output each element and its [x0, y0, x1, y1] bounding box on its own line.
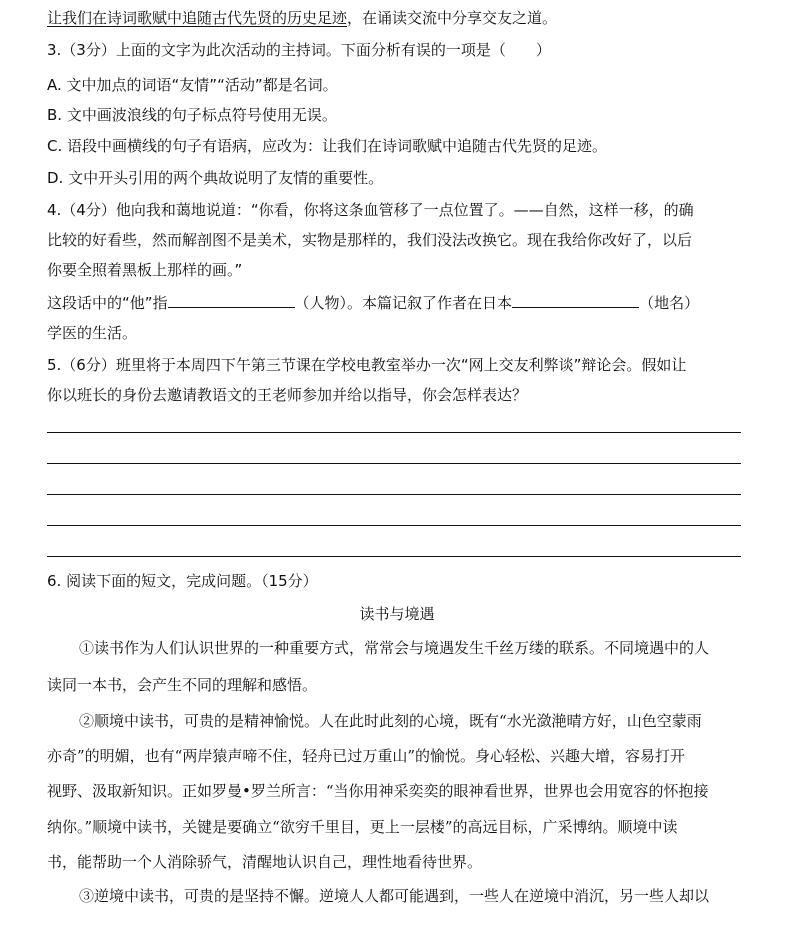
question-4-line-2: 比较的好看些，然而解剖图不是美术，实物是那样的，我们没法改换它。现在我给你改好了，以后 [47, 231, 693, 249]
para-3-text: 逆境中读书，可贵的是坚持不懈。逆境人人都可能遇到，一些人在逆境中消沉，另一些人却以 [94, 887, 710, 905]
paragraph-2-line-4: 纳你。”顺境中读书，关键是要确立“欲穷千里目，更上一层楼”的高远目标，广采博纳。顺境中读 [47, 818, 678, 836]
place-blank[interactable] [512, 292, 639, 308]
question-6: 6. 阅读下面的短文，完成问题。（15分） [47, 572, 318, 590]
question-4-line-1: 4.（4分）他向我和蔼地说道：“你看，你将这条血管移了一点位置了。——自然，这样一移，的确 [47, 201, 694, 219]
paragraph-3-line-1 [79, 886, 709, 906]
question-4-line-4 [47, 292, 699, 313]
person-blank[interactable] [168, 292, 295, 308]
paragraph-2-line-1 [79, 711, 702, 731]
option-d: D. 文中开头引用的两个典故说明了友情的重要性。 [47, 169, 384, 187]
top-line [47, 8, 557, 28]
option-b: B. 文中画波浪线的句子标点符号使用无误。 [47, 106, 337, 124]
para-number-3: ③ [79, 887, 95, 905]
paragraph-1-line-2: 读同一本书，会产生不同的理解和感悟。 [47, 676, 318, 694]
para-2-text: 顺境中读书，可贵的是精神愉悦。人在此时此刻的心境，既有“水光潋滟晴方好，山色空蒙雨 [94, 712, 702, 730]
q4-prompt: 这段话中的“他”指 [47, 294, 168, 312]
option-a: A. 文中加点的词语“友情”“活动”都是名词。 [47, 76, 338, 94]
paragraph-1-line-1 [79, 638, 709, 658]
answer-line[interactable] [47, 525, 741, 526]
underlined-sentence: 让我们在诗词歌赋中追随古代先贤的历史足迹 [47, 9, 348, 27]
question-4-line-5: 学医的生活。 [47, 324, 138, 342]
paragraph-2-line-5: 书，能帮助一个人消除骄气，清醒地认识自己，理性地看待世界。 [47, 853, 483, 871]
question-4-line-3: 你要全照着黑板上那样的画。” [47, 261, 243, 279]
sentence-tail: ，在诵读交流中分享交友之道。 [347, 9, 558, 27]
q4-mid: （人物）。本篇记叙了作者在日本 [294, 294, 513, 312]
passage-title: 读书与境遇 [359, 605, 435, 623]
para-number-2: ② [79, 712, 95, 730]
q4-end: （地名） [639, 294, 700, 312]
para-number-1: ① [79, 639, 95, 657]
question-5-line-1: 5.（6分）班里将于本周四下午第三节课在学校电教室举办一次“网上交友利弊谈”辩论会。假如让 [47, 356, 687, 374]
answer-line[interactable] [47, 463, 741, 464]
answer-line[interactable] [47, 494, 741, 495]
para-1-text: 读书作为人们认识世界的一种重要方式，常常会与境遇发生千丝万缕的联系。不同境遇中的人 [94, 639, 710, 657]
question-3: 3.（3分）上面的文字为此次活动的主持词。下面分析有误的一项是（ ） [47, 41, 551, 59]
answer-line[interactable] [47, 432, 741, 433]
paragraph-2-line-3: 视野、汲取新知识。正如罗曼•罗兰所言：“当你用神采奕奕的眼神看世界，世界也会用宽容的怀抱接 [47, 782, 709, 800]
option-c: C. 语段中画横线的句子有语病，应改为：让我们在诗词歌赋中追随古代先贤的足迹。 [47, 137, 608, 155]
paragraph-2-line-2: 亦奇”的明媚，也有“两岸猿声啼不住，轻舟已过万重山”的愉悦。身心轻松、兴趣大增，容易打开 [47, 747, 686, 765]
answer-line[interactable] [47, 556, 741, 557]
question-5-line-2: 你以班长的身份去邀请教语文的王老师参加并给以指导，你会怎样表达？ [47, 386, 528, 404]
